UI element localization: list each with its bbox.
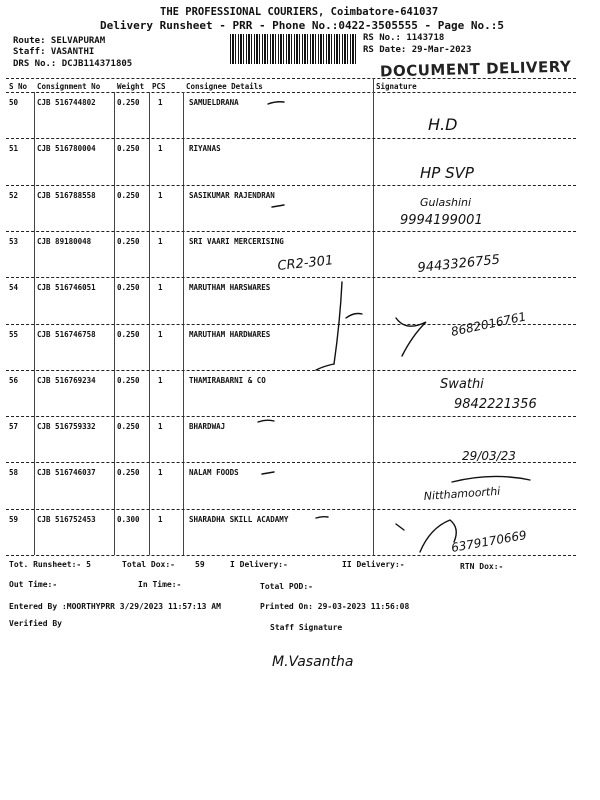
row-pcs: 1 <box>158 514 163 524</box>
row-sno: 59 <box>9 514 19 524</box>
row-sno: 53 <box>9 236 19 246</box>
row-weight: 0.250 <box>117 375 140 385</box>
col-weight: Weight <box>117 82 145 91</box>
row-consignee: BHARDWAJ <box>189 422 226 432</box>
col-consignee: Consignee Details <box>186 82 263 91</box>
sig-54-phone: 8682016761 <box>449 309 528 339</box>
row-weight: 0.250 <box>117 190 140 200</box>
staff-signature-handwritten: M.Vasantha <box>272 654 354 670</box>
row-consignment-no: CJB 89180048 <box>37 236 92 246</box>
row-pcs: 1 <box>158 329 163 339</box>
staff-signature-label: Staff Signature <box>270 623 343 632</box>
row-consignee: SHARADHA SKILL ACADAMY <box>189 514 289 524</box>
row-consignee: MARUTHAM HARDWARES <box>189 329 271 339</box>
row-pcs: 1 <box>158 236 163 246</box>
row-consignee: SAMUELDRANA <box>189 98 239 107</box>
row-weight: 0.250 <box>117 329 140 339</box>
rs-date: RS Date: 29-Mar-2023 <box>363 45 472 55</box>
document-delivery-stamp: DOCUMENT DELIVERY <box>379 57 572 81</box>
row-sno: 51 <box>9 144 19 154</box>
sig-53-phone: 9443326755 <box>416 252 501 276</box>
sig-59-phone: 6379170669 <box>450 527 528 555</box>
row-pcs: 1 <box>158 375 163 385</box>
entered-by: Entered By :MOORTHYPRR 3/29/2023 11:57:13 AM <box>9 602 221 611</box>
drs-number: DRS No.: DCJB114371805 <box>13 59 133 69</box>
row-pcs: 1 <box>158 190 163 200</box>
sig-51: HP SVP <box>420 164 474 182</box>
row-consignment-no: CJB 516744802 <box>37 98 96 107</box>
total-pod: Total POD:- <box>260 582 313 591</box>
tot-runsheet: Tot. Runsheet:- 5 <box>9 560 91 569</box>
staff-label: Staff: VASANTHI <box>13 47 95 57</box>
row-sno: 56 <box>9 375 19 385</box>
col-pcs: PCS <box>152 82 166 91</box>
row-consignee: SASIKUMAR RAJENDRAN <box>189 190 275 200</box>
sig-58-name: Nitthamoorthi <box>423 484 501 503</box>
row-pcs: 1 <box>158 98 163 107</box>
row-consignment-no: CJB 516780004 <box>37 144 96 154</box>
ii-delivery: II Delivery:- <box>342 560 405 569</box>
row-consignee: NALAM FOODS <box>189 468 239 478</box>
col-sno: S No <box>9 82 28 91</box>
row-consignee: RIYANAS <box>189 144 221 154</box>
row-weight: 0.250 <box>117 236 140 246</box>
row-consignment-no: CJB 516746037 <box>37 468 96 478</box>
row-weight: 0.300 <box>117 514 140 524</box>
sig-57-date: 29/03/23 <box>462 449 516 463</box>
row-weight: 0.250 <box>117 98 140 107</box>
route-label: Route: SELVAPURAM <box>13 36 106 46</box>
rs-number: RS No.: 1143718 <box>363 33 445 43</box>
runsheet-title: Delivery Runsheet - PRR - Phone No.:0422-3505555 - Page No.:5 <box>100 19 504 32</box>
row-pcs: 1 <box>158 144 163 154</box>
total-dox-label: Total Dox:- <box>122 560 175 569</box>
row-consignee: THAMIRABARNI & CO <box>189 375 266 385</box>
row-weight: 0.250 <box>117 422 140 432</box>
row-consignment-no: CJB 516759332 <box>37 422 96 432</box>
row-weight: 0.250 <box>117 283 140 293</box>
row-sno: 52 <box>9 190 19 200</box>
row-pcs: 1 <box>158 283 163 293</box>
total-dox-value: 59 <box>195 560 205 569</box>
row-consignment-no: CJB 516788558 <box>37 190 96 200</box>
row-sno: 50 <box>9 98 19 107</box>
note-cr: CR2-301 <box>276 253 335 274</box>
out-time: Out Time:- <box>9 580 58 589</box>
sig-56-name: Swathi <box>440 377 484 392</box>
sig-50: H.D <box>428 115 458 134</box>
row-consignee: SRI VAARI MERCERISING <box>189 236 284 246</box>
row-consignment-no: CJB 516746758 <box>37 329 96 339</box>
col-consignment: Consignment No <box>37 82 101 91</box>
row-pcs: 1 <box>158 468 163 478</box>
rtn-dox: RTN Dox:- <box>460 562 504 571</box>
row-weight: 0.250 <box>117 468 140 478</box>
row-consignment-no: CJB 516752453 <box>37 514 96 524</box>
company-title: THE PROFESSIONAL COURIERS, Coimbatore-641037 <box>160 6 439 18</box>
in-time: In Time:- <box>138 580 182 589</box>
row-consignee: MARUTHAM HARSWARES <box>189 283 271 293</box>
sig-52-phone: 9994199001 <box>400 213 483 228</box>
col-signature: Signature <box>376 82 417 91</box>
row-pcs: 1 <box>158 422 163 432</box>
row-sno: 54 <box>9 283 19 293</box>
row-sno: 58 <box>9 468 19 478</box>
i-delivery: I Delivery:- <box>230 560 288 569</box>
sig-52-name: Gulashini <box>420 196 472 209</box>
row-weight: 0.250 <box>117 144 140 154</box>
row-consignment-no: CJB 516746051 <box>37 283 96 293</box>
sig-56-phone: 9842221356 <box>454 397 537 412</box>
row-sno: 57 <box>9 422 19 432</box>
row-consignment-no: CJB 516769234 <box>37 375 96 385</box>
verified-by: Verified By <box>9 619 62 628</box>
row-sno: 55 <box>9 329 19 339</box>
printed-on: Printed On: 29-03-2023 11:56:08 <box>260 602 410 611</box>
